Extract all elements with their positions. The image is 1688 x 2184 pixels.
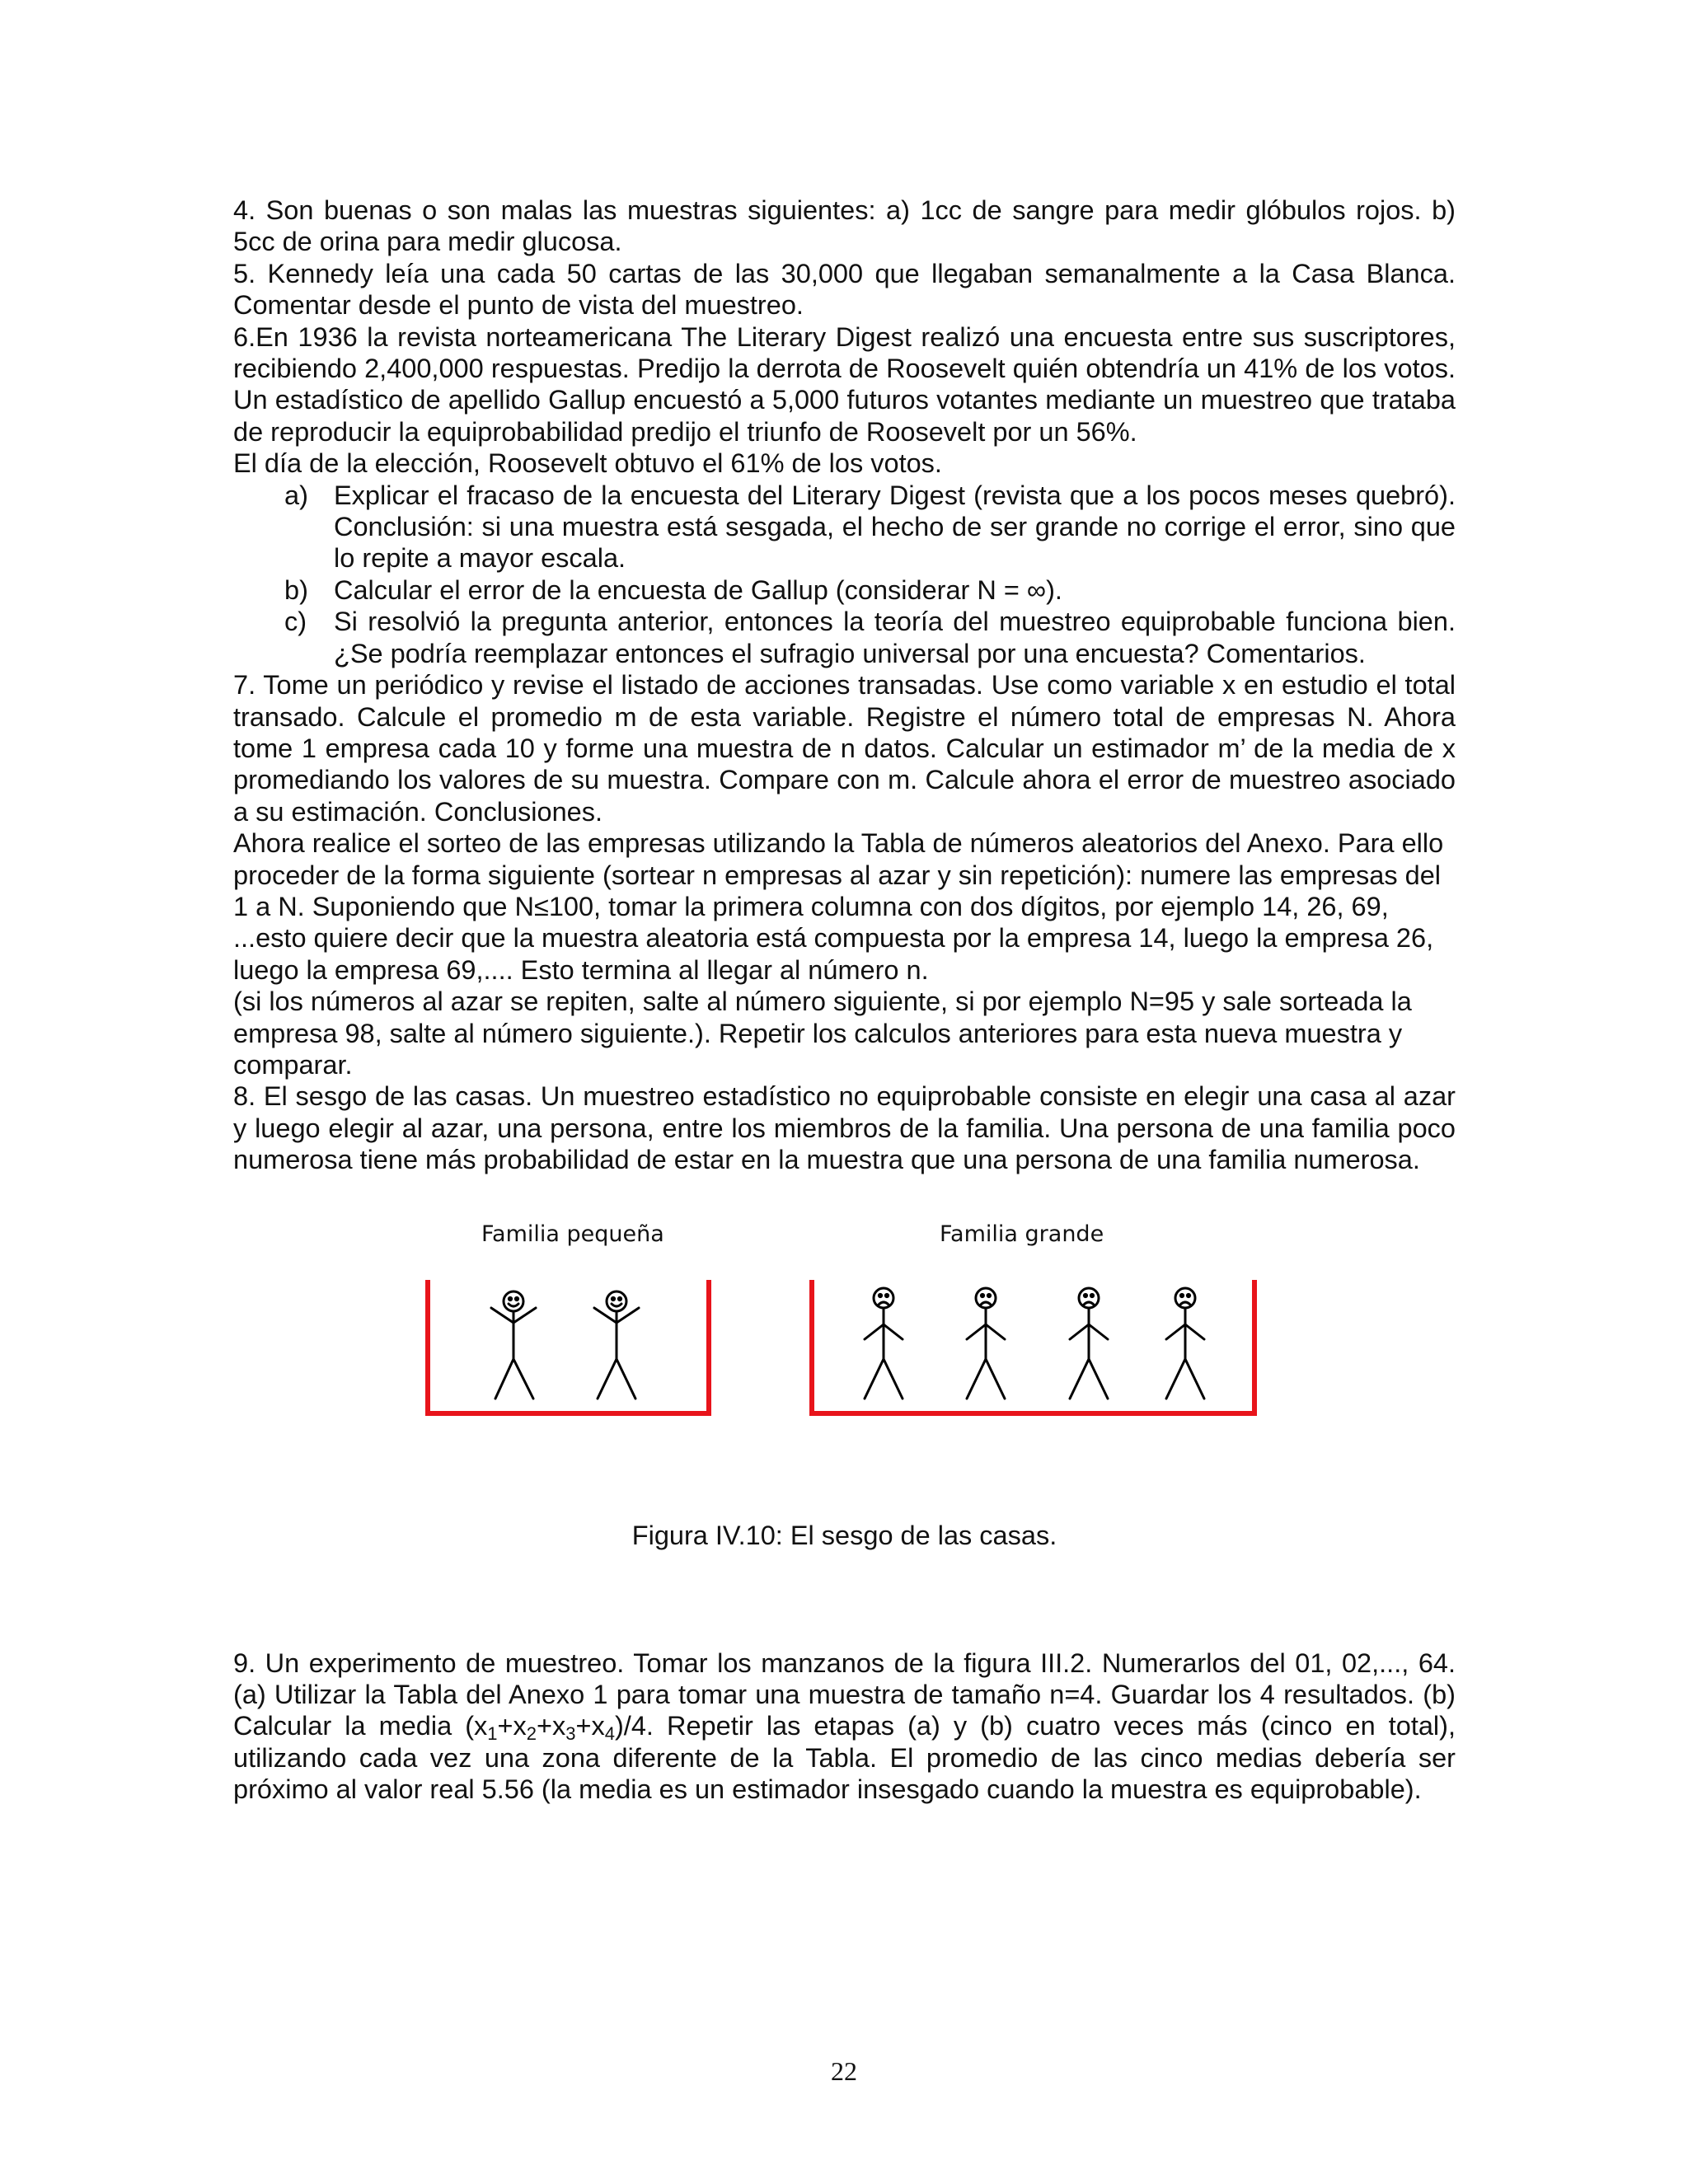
exercise-4: 4. Son buenas o son malas las muestras siguientes: a) 1cc de sangre para medir glóbulos rojos. b) 5cc de orina para medir glucosa.: [233, 195, 1456, 257]
sad-person-icon: [1070, 1288, 1108, 1399]
exercise-9-text-start: 9. Un experimento de muestreo. Tomar los manzanos de la figura III.2. Numerarlos del 01, 02,..., 64. (a) Utilizar la Tabla del Anexo 1 para tomar una muestra de tamaño n=4. Guardar los 4 resultados. (b) Calcular la media (x: [233, 1647, 1456, 1741]
large-house-outline: [812, 1280, 1254, 1413]
small-family-label: Familia pequeña: [481, 1221, 664, 1247]
houses-drawing: [233, 1219, 1456, 1647]
page-content: [233, 194, 1456, 1806]
subscript: 3: [565, 1723, 576, 1745]
page-number: 22: [831, 2056, 857, 2086]
list-item: [233, 480, 1456, 574]
list-marker: a): [284, 480, 308, 510]
sad-person-icon: [967, 1288, 1005, 1399]
exercise-5: 5. Kennedy leía una cada 50 cartas de las 30,000 que llegaban semanalmente a la Casa Blanca. Comentar desde el punto de vista del muestreo.: [233, 258, 1456, 321]
figure-caption: Figura IV.10: El sesgo de las casas.: [631, 1520, 1057, 1550]
list-marker: b): [284, 574, 308, 605]
sad-person-icon: [1166, 1288, 1204, 1399]
plus-x: +x: [537, 1711, 566, 1741]
list-marker: c): [284, 607, 307, 637]
plus-x: +x: [497, 1711, 527, 1741]
happy-person-icon: [594, 1291, 639, 1399]
small-house-outline: [428, 1280, 709, 1413]
exercise-7: 7. Tome un periódico y revise el listado de acciones transadas. Use como variable x en estudio el total transado. Calcule el promedio m de esta variable. Registre el número total de empresas N. Ahora tome 1 empresa cada 10 y forme una muestra de n datos. Calcular un estimador m’ de la media de x promediando los valores de su muestra. Compare con m. Calcule ahora el error de muestreo asociado a su estimación. Conclusiones.: [233, 670, 1456, 827]
subscript: 2: [526, 1723, 537, 1745]
exercise-7-procedure: Ahora realice el sorteo de las empresas utilizando la Tabla de números aleatorios del Anexo. Para ello proceder de la forma siguiente (sortear n empresas al azar y sin repetición): numere las empresas del 1 a N. Suponiendo que N≤100, tomar la primera columna con dos dígitos, por ejemplo 14, 26, 69, ...esto quiere decir que la muestra aleatoria está compuesta por la empresa 14, luego la empresa 26, luego la empresa 69,.... Esto termina al llegar al número n.: [233, 828, 1444, 985]
plus-x: +x: [575, 1711, 605, 1741]
houses-figure: [233, 1219, 1456, 1647]
exercise-9-text-end: )/4. Repetir las etapas (a) y (b) cuatro veces más (cinco en total), utilizando cada vez una zona diferente de la Tabla. El promedio de las cinco medias debería ser próximo al valor real 5.56 (la media es un estimador insesgado cuando la muestra es equiprobable).: [233, 1711, 1456, 1805]
list-item: [233, 606, 1456, 669]
exercise-6: 6.En 1936 la revista norteamericana The Literary Digest realizó una encuesta entre sus suscriptores, recibiendo 2,400,000 respuestas. Predijo la derrota de Roosevelt quién obtendría un 41% de los votos. Un estadístico de apellido Gallup encuestó a 5,000 futuros votantes mediante un muestreo que trataba de reproducir la equiprobabilidad predijo el triunfo de Roosevelt por un 56%.: [233, 321, 1456, 447]
large-family-label: Familia grande: [940, 1221, 1104, 1247]
happy-person-icon: [491, 1291, 536, 1399]
exercise-8: 8. El sesgo de las casas. Un muestreo estadístico no equiprobable consiste en elegir una casa al azar y luego elegir al azar, una persona, entre los miembros de la familia. Una persona de una familia poco numerosa tiene más probabilidad de estar en la muestra que una persona de una familia numerosa.: [233, 1081, 1456, 1175]
subscript: 4: [604, 1723, 615, 1745]
exercise-9: [233, 1647, 1456, 1806]
sad-person-icon: [865, 1288, 903, 1399]
list-item: [233, 574, 1456, 606]
subscript: 1: [487, 1723, 498, 1745]
list-item-text: Explicar el fracaso de la encuesta del Literary Digest (revista que a los pocos meses quebró). Conclusión: si una muestra está sesgada, el hecho de ser grande no corrige el error, sino que lo repite a mayor escala.: [334, 480, 1456, 574]
list-item-text: Calcular el error de la encuesta de Gallup (considerar N = ∞).: [334, 574, 1062, 605]
list-item-text: Si resolvió la pregunta anterior, entonces la teoría del muestreo equiprobable funciona bien. ¿Se podría reemplazar entonces el sufragio universal por una encuesta? Comentarios.: [334, 607, 1456, 668]
exercise-7-note: (si los números al azar se repiten, salte al número siguiente, si por ejemplo N=95 y sale sorteada la empresa 98, salte al número siguiente.). Repetir los calculos anteriores para esta nueva muestra y comparar.: [233, 987, 1412, 1080]
exercise-6-result: El día de la elección, Roosevelt obtuvo el 61% de los votos.: [233, 448, 942, 479]
